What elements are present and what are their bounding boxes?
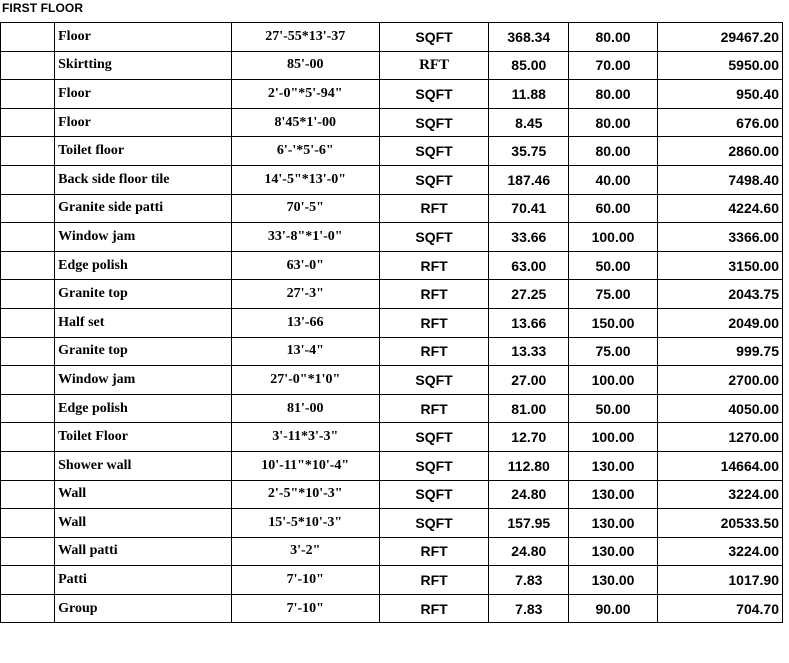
row-blank-cell: [1, 537, 55, 566]
item-measurement: 14'-5"*13'-0": [231, 165, 379, 194]
item-quantity: 63.00: [489, 251, 569, 280]
item-description: Edge polish: [55, 394, 231, 423]
item-amount: 3224.00: [657, 480, 782, 509]
item-quantity: 13.33: [489, 337, 569, 366]
item-quantity: 11.88: [489, 80, 569, 109]
item-rate: 90.00: [569, 594, 657, 623]
item-measurement: 6'-'*5'-6": [231, 137, 379, 166]
item-unit: RFT: [379, 280, 488, 309]
item-description: Group: [55, 594, 231, 623]
item-description: Edge polish: [55, 251, 231, 280]
item-measurement: 15'-5*10'-3": [231, 509, 379, 538]
item-rate: 70.00: [569, 51, 657, 80]
table-row: [1, 394, 783, 423]
item-amount: 4224.60: [657, 194, 782, 223]
item-amount: 2700.00: [657, 366, 782, 395]
item-rate: 150.00: [569, 308, 657, 337]
item-quantity: 7.83: [489, 566, 569, 595]
item-description: Granite top: [55, 280, 231, 309]
item-measurement: 33'-8"*1'-0": [231, 223, 379, 252]
item-unit: RFT: [379, 51, 488, 80]
item-quantity: 35.75: [489, 137, 569, 166]
item-rate: 130.00: [569, 451, 657, 480]
item-measurement: 3'-11*3'-3": [231, 423, 379, 452]
row-blank-cell: [1, 194, 55, 223]
row-blank-cell: [1, 451, 55, 480]
item-rate: 75.00: [569, 337, 657, 366]
item-measurement: 63'-0": [231, 251, 379, 280]
table-row: [1, 480, 783, 509]
item-unit: RFT: [379, 308, 488, 337]
table-row: [1, 23, 783, 52]
table-row: [1, 594, 783, 623]
row-blank-cell: [1, 165, 55, 194]
item-amount: 999.75: [657, 337, 782, 366]
item-unit: SQFT: [379, 223, 488, 252]
item-description: Window jam: [55, 366, 231, 395]
item-unit: RFT: [379, 394, 488, 423]
row-blank-cell: [1, 280, 55, 309]
item-description: Skirtting: [55, 51, 231, 80]
table-row: [1, 423, 783, 452]
item-quantity: 27.25: [489, 280, 569, 309]
item-measurement: 13'-66: [231, 308, 379, 337]
item-amount: 2049.00: [657, 308, 782, 337]
row-blank-cell: [1, 366, 55, 395]
item-measurement: 27'-0"*1'0": [231, 366, 379, 395]
item-amount: 7498.40: [657, 165, 782, 194]
item-quantity: 27.00: [489, 366, 569, 395]
table-row: [1, 337, 783, 366]
item-quantity: 368.34: [489, 23, 569, 52]
item-measurement: 2'-5"*10'-3": [231, 480, 379, 509]
row-blank-cell: [1, 509, 55, 538]
item-quantity: 24.80: [489, 537, 569, 566]
item-quantity: 85.00: [489, 51, 569, 80]
item-amount: 20533.50: [657, 509, 782, 538]
item-unit: RFT: [379, 594, 488, 623]
item-amount: 29467.20: [657, 23, 782, 52]
section-title: FIRST FLOOR: [2, 1, 84, 15]
table-row: [1, 80, 783, 109]
row-blank-cell: [1, 480, 55, 509]
item-quantity: 81.00: [489, 394, 569, 423]
item-measurement: 81'-00: [231, 394, 379, 423]
item-rate: 80.00: [569, 80, 657, 109]
row-blank-cell: [1, 251, 55, 280]
row-blank-cell: [1, 337, 55, 366]
item-quantity: 112.80: [489, 451, 569, 480]
item-rate: 80.00: [569, 137, 657, 166]
item-amount: 1017.90: [657, 566, 782, 595]
item-measurement: 7'-10": [231, 566, 379, 595]
item-measurement: 2'-0"*5'-94": [231, 80, 379, 109]
estimate-table-body: [1, 23, 783, 623]
item-unit: SQFT: [379, 509, 488, 538]
item-amount: 704.70: [657, 594, 782, 623]
row-blank-cell: [1, 108, 55, 137]
item-measurement: 7'-10": [231, 594, 379, 623]
item-measurement: 13'-4": [231, 337, 379, 366]
estimate-table: [0, 22, 783, 623]
item-description: Half set: [55, 308, 231, 337]
item-amount: 3224.00: [657, 537, 782, 566]
item-amount: 2860.00: [657, 137, 782, 166]
item-unit: SQFT: [379, 423, 488, 452]
row-blank-cell: [1, 223, 55, 252]
table-row: [1, 137, 783, 166]
item-amount: 676.00: [657, 108, 782, 137]
item-quantity: 33.66: [489, 223, 569, 252]
row-blank-cell: [1, 80, 55, 109]
item-description: Window jam: [55, 223, 231, 252]
item-unit: SQFT: [379, 366, 488, 395]
item-measurement: 10'-11"*10'-4": [231, 451, 379, 480]
item-amount: 950.40: [657, 80, 782, 109]
table-row: [1, 537, 783, 566]
item-unit: RFT: [379, 537, 488, 566]
item-rate: 50.00: [569, 394, 657, 423]
item-description: Floor: [55, 80, 231, 109]
table-row: [1, 509, 783, 538]
table-row: [1, 366, 783, 395]
table-row: [1, 223, 783, 252]
item-description: Granite side patti: [55, 194, 231, 223]
item-quantity: 7.83: [489, 594, 569, 623]
item-amount: 2043.75: [657, 280, 782, 309]
row-blank-cell: [1, 51, 55, 80]
item-rate: 50.00: [569, 251, 657, 280]
row-blank-cell: [1, 137, 55, 166]
item-quantity: 24.80: [489, 480, 569, 509]
item-description: Floor: [55, 108, 231, 137]
item-rate: 80.00: [569, 23, 657, 52]
table-row: [1, 566, 783, 595]
item-rate: 100.00: [569, 366, 657, 395]
item-description: Floor: [55, 23, 231, 52]
item-rate: 60.00: [569, 194, 657, 223]
item-rate: 100.00: [569, 223, 657, 252]
item-unit: RFT: [379, 251, 488, 280]
item-description: Wall: [55, 480, 231, 509]
row-blank-cell: [1, 308, 55, 337]
item-description: Wall patti: [55, 537, 231, 566]
item-measurement: 27'-55*13'-37: [231, 23, 379, 52]
item-measurement: 85'-00: [231, 51, 379, 80]
item-unit: SQFT: [379, 108, 488, 137]
item-amount: 4050.00: [657, 394, 782, 423]
item-unit: SQFT: [379, 480, 488, 509]
item-rate: 130.00: [569, 537, 657, 566]
item-measurement: 8'45*1'-00: [231, 108, 379, 137]
row-blank-cell: [1, 594, 55, 623]
item-unit: SQFT: [379, 451, 488, 480]
item-description: Patti: [55, 566, 231, 595]
item-quantity: 187.46: [489, 165, 569, 194]
item-amount: 1270.00: [657, 423, 782, 452]
item-description: Back side floor tile: [55, 165, 231, 194]
item-rate: 130.00: [569, 480, 657, 509]
item-amount: 3150.00: [657, 251, 782, 280]
item-unit: RFT: [379, 566, 488, 595]
item-rate: 130.00: [569, 566, 657, 595]
item-amount: 3366.00: [657, 223, 782, 252]
item-quantity: 13.66: [489, 308, 569, 337]
item-rate: 75.00: [569, 280, 657, 309]
item-rate: 80.00: [569, 108, 657, 137]
item-description: Wall: [55, 509, 231, 538]
table-row: [1, 108, 783, 137]
table-row: [1, 251, 783, 280]
item-quantity: 157.95: [489, 509, 569, 538]
item-description: Toilet floor: [55, 137, 231, 166]
row-blank-cell: [1, 566, 55, 595]
item-rate: 100.00: [569, 423, 657, 452]
item-quantity: 8.45: [489, 108, 569, 137]
item-unit: RFT: [379, 194, 488, 223]
table-row: [1, 194, 783, 223]
item-description: Toilet Floor: [55, 423, 231, 452]
row-blank-cell: [1, 23, 55, 52]
item-description: Granite top: [55, 337, 231, 366]
item-quantity: 70.41: [489, 194, 569, 223]
row-blank-cell: [1, 423, 55, 452]
item-rate: 40.00: [569, 165, 657, 194]
table-row: [1, 51, 783, 80]
item-unit: SQFT: [379, 165, 488, 194]
item-quantity: 12.70: [489, 423, 569, 452]
item-unit: SQFT: [379, 23, 488, 52]
item-rate: 130.00: [569, 509, 657, 538]
table-row: [1, 165, 783, 194]
item-measurement: 70'-5": [231, 194, 379, 223]
item-description: Shower wall: [55, 451, 231, 480]
table-row: [1, 280, 783, 309]
table-row: [1, 451, 783, 480]
item-unit: RFT: [379, 337, 488, 366]
item-unit: SQFT: [379, 80, 488, 109]
item-measurement: 3'-2": [231, 537, 379, 566]
row-blank-cell: [1, 394, 55, 423]
table-row: [1, 308, 783, 337]
item-measurement: 27'-3": [231, 280, 379, 309]
item-amount: 5950.00: [657, 51, 782, 80]
item-unit: SQFT: [379, 137, 488, 166]
item-amount: 14664.00: [657, 451, 782, 480]
